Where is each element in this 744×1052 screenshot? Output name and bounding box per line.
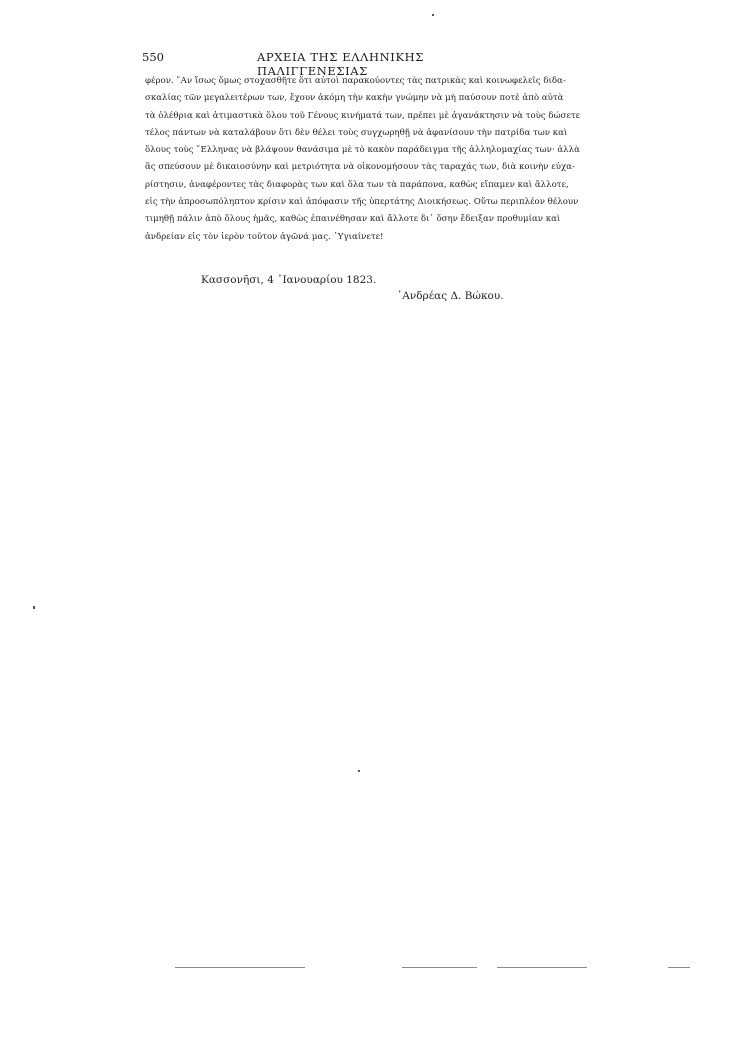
page-header [142, 50, 536, 78]
scan-edge-rule [497, 967, 587, 968]
scan-speck [358, 770, 360, 772]
body-line: ἀνδρείαν εἰς τὸν ἱερὸν τοῦτον ἀγῶνά μας. ῾Υγιαίνετε! [145, 231, 384, 242]
scan-edge-rule [668, 967, 690, 968]
scan-edge-rule [402, 967, 477, 968]
body-line: ἂς σπεύσουν μὲ δικαιοσύνην καὶ μετριότητα νὰ οἰκονομήσουν τὰς ταραχάς των, διὰ κοινὴν εὐχα- [145, 162, 575, 173]
letter-body [145, 73, 581, 246]
running-title: ΑΡΧΕΙΑ ΤΗΣ ΕΛΛΗΝΙΚΗΣ ΠΑΛΙΓΓΕΝΕΣΙΑΣ [257, 50, 425, 78]
body-line: εἰς τὴν ἀπροσωπόληπτον κρίσιν καὶ ἀπόφασιν τῆς ὑπερτάτης Διοικήσεως. Οὕτω περιπλέον θέλουν [145, 197, 579, 208]
scan-edge-rule [175, 967, 305, 968]
body-line: τὰ ὀλέθρια καὶ ἀτιμαστικὰ ὅλου τοῦ Γένους κινήματά των, πρέπει μὲ ἀγανάκτησιν νὰ τοὺς δώσετε [145, 110, 581, 121]
body-line: τιμηθῇ πάλιν ἀπὸ ὅλους ἡμᾶς, καθὼς ἐπαινέθησαν καὶ ἄλλοτε δι᾿ ὅσην ἔδειξαν προθυμίαν καὶ [145, 214, 561, 225]
body-line: ὅλους τοὺς ῞Ελληνας νὰ βλάψουν θανάσιμα μὲ τὸ κακὸν παράδειγμα τῆς ἀλληλομαχίας των· ἀλλὰ [145, 145, 580, 156]
body-line: τέλος πάντων νὰ καταλάβουν ὅτι δὲν θέλει τοὺς συγχωρηθῇ νὰ ἀφανίσουν τὴν πατρίδα των καὶ [145, 127, 568, 138]
scan-speck [33, 606, 35, 609]
page-number: 550 [142, 50, 164, 64]
dateline: Κασσονῆσι, 4 ᾽Ιανουαρίου 1823. [201, 274, 377, 286]
signature: ᾽Ανδρέας Δ. Βώκου. [397, 290, 504, 302]
scan-speck [432, 14, 434, 16]
body-line: φέρον. ῎Αν ἴσως ὅμως στοχασθῆτε ὅτι αὐτοὶ παρακούοντες τὰς πατρικὰς καὶ κοινωφελεῖς διδα- [145, 76, 566, 86]
body-line: ρίστησιν, ἀναφέροντες τὰς διαφορὰς των καὶ ὅλα των τὰ παράπονα, καθὼς εἴπαμεν καὶ ἄλλοτε, [145, 179, 569, 190]
body-line: σκαλίας τῶν μεγαλειτέρων των, ἔχουν ἀκόμη τὴν κακὴν γνώμην νὰ μὴ παύσουν ποτὲ ἀπὸ αὐτὰ [145, 93, 564, 104]
